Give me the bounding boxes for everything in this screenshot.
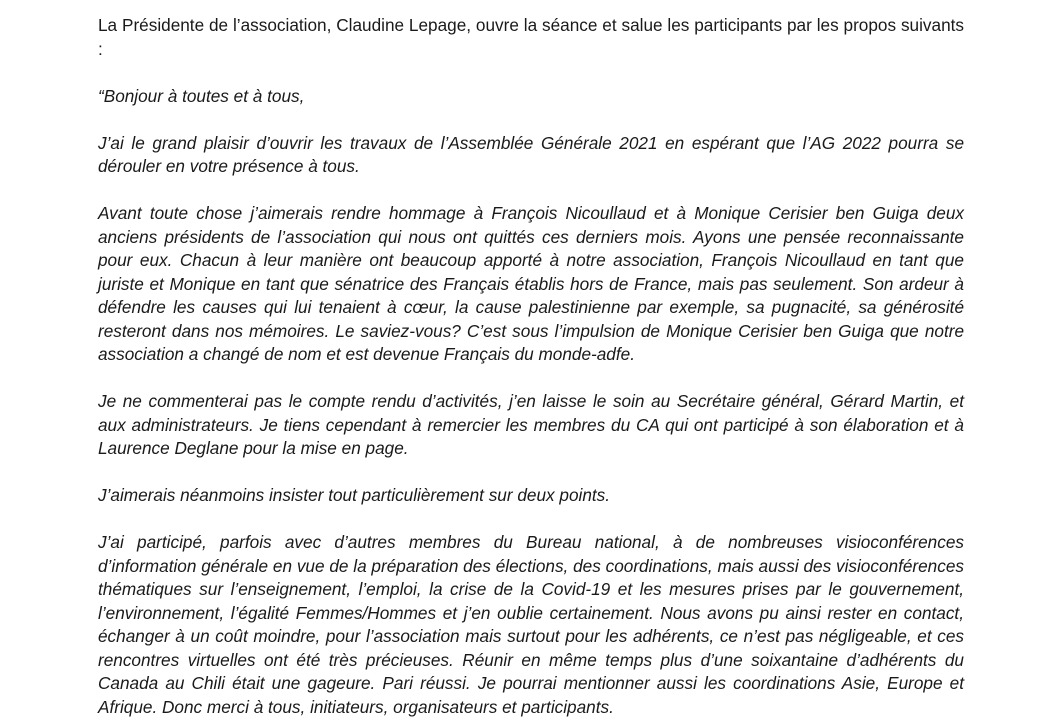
paragraph-activity-report: Je ne commenterai pas le compte rendu d’activités, j’en laisse le soin au Secrétaire général, Gérard Martin, et aux administrateurs. Je tiens cependant à remercier les membres du CA qui ont participé à son élaboration et à Laurence Deglane pour la mise en page.: [98, 391, 964, 458]
document-page: [98, 14, 964, 719]
paragraph-intro: La Présidente de l’association, Claudine Lepage, ouvre la séance et salue les participants par les propos suivants :: [98, 15, 964, 59]
paragraph-tribute: Avant toute chose j’aimerais rendre hommage à François Nicoullaud et à Monique Cerisier ben Guiga deux anciens présidents de l’association qui nous ont quittés ces derniers mois. Ayons une pensée reconnaissante pour eux. Chacun à leur manière ont beaucoup apporté à notre association, François Nicoullaud en tant que juriste et Monique en tant que sénatrice des Français établis hors de France, mais pas seulement. Son ardeur à défendre les causes qui lui tenaient à cœur, la cause palestinienne par exemple, sa pugnacité, sa générosité resteront dans nos mémoires. Le saviez-vous? C’est sous l’impulsion de Monique Cerisier ben Guiga que notre association a changé de nom et est devenue Français du monde-adfe.: [98, 203, 964, 364]
paragraph-spacer: [98, 179, 964, 203]
paragraph-spacer: [98, 367, 964, 391]
paragraph-visioconferences: J’ai participé, parfois avec d’autres membres du Bureau national, à de nombreuses visioconférences d’information générale en vue de la préparation des élections, des coordinations, mais aussi des visioconférences thématiques sur l’enseignement, l’emploi, la crise de la Covid-19 et les mesures prises par le gouvernement, l’environnement, l’égalité Femmes/Hommes et j’en oublie certainement. Nous avons pu ainsi rester en contact, échanger à un coût moindre, pour l’association mais surtout pour les adhérents, ce n’est pas négligeable, et ces rencontres virtuelles ont été très précieuses. Réunir en même temps plus d’une soixantaine d’adhérents du Canada au Chili était une gageure. Pari réussi. Je pourrai mentionner aussi les coordinations Asie, Europe et Afrique. Donc merci à tous, initiateurs, organisateurs et participants.: [98, 532, 964, 717]
paragraph-two-points: J’aimerais néanmoins insister tout particulièrement sur deux points.: [98, 485, 611, 505]
paragraph-spacer: [98, 108, 964, 132]
paragraph-spacer: [98, 61, 964, 85]
paragraph-greeting: “Bonjour à toutes et à tous,: [98, 85, 305, 106]
paragraph-spacer: [98, 461, 964, 485]
paragraph-spacer: [98, 508, 964, 532]
paragraph-opening: J’ai le grand plaisir d’ouvrir les travaux de l’Assemblée Générale 2021 en espérant que l’AG 2022 pourra se dérouler en votre présence à tous.: [98, 132, 964, 176]
